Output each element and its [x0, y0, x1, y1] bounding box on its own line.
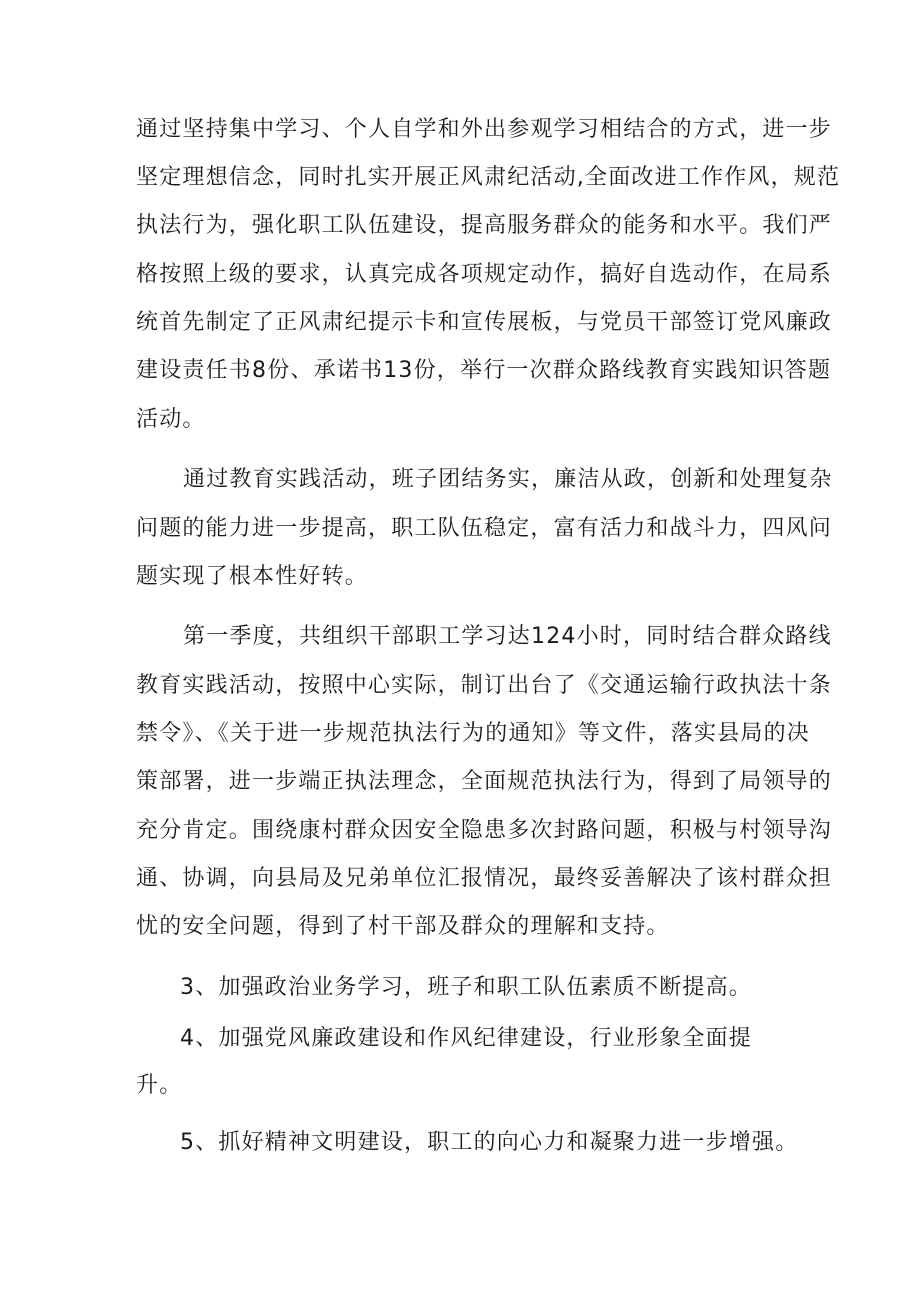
- paragraph-1-line-1: 通过坚持集中学习、个人自学和外出参观学习相结合的方式，进一步: [136, 117, 833, 142]
- paragraph-1-line-7: 活动。: [136, 407, 206, 432]
- paragraph-3-line-4: 策部署，进一步端正执法理念，全面规范执法行为，得到了局领导的: [136, 769, 833, 794]
- paragraph-2-line-1: 通过教育实践活动，班子团结务实，廉洁从政，创新和处理复杂: [183, 467, 833, 492]
- paragraph-3-line-1: 第一季度，共组织干部职工学习达124小时，同时结合群众路线: [183, 624, 832, 649]
- list-item-5-line-1: 5、抓好精神文明建设，职工的向心力和凝聚力进一步增强。: [180, 1130, 799, 1155]
- paragraph-2-line-3: 题实现了根本性好转。: [136, 564, 369, 589]
- paragraph-3-line-5: 充分肯定。围绕康村群众因安全隐患多次封路问题，积极与村领导沟: [136, 818, 833, 843]
- paragraph-1-line-5: 统首先制定了正风肃纪提示卡和宣传展板，与党员干部签订党风廉政: [136, 310, 833, 335]
- paragraph-1-line-4: 格按照上级的要求，认真完成各项规定动作，搞好自选动作，在局系: [136, 262, 833, 287]
- paragraph-3-line-2: 教育实践活动，按照中心实际，制订出台了《交通运输行政执法十条: [136, 673, 833, 698]
- paragraph-1-line-6: 建设责任书8份、承诺书13份，举行一次群众路线教育实践知识答题: [136, 358, 832, 383]
- paragraph-2-line-2: 问题的能力进一步提高，职工队伍稳定，富有活力和战斗力，四风问: [136, 516, 833, 541]
- list-item-4-line-1: 4、加强党风廉政建设和作风纪律建设，行业形象全面提: [180, 1026, 752, 1051]
- list-item-4-line-2: 升。: [136, 1073, 183, 1098]
- paragraph-3-line-3: 禁令》、《关于进一步规范执法行为的通知》等文件，落实县局的决: [136, 721, 811, 746]
- paragraph-1-line-2: 坚定理想信念，同时扎实开展正风肃纪活动,全面改进工作作风，规范: [136, 165, 841, 190]
- list-item-3-line-1: 3、加强政治业务学习，班子和职工队伍素质不断提高。: [180, 975, 752, 1000]
- paragraph-3-line-6: 通、协调，向县局及兄弟单位汇报情况，最终妥善解决了该村群众担: [136, 866, 833, 891]
- paragraph-3-line-7: 忧的安全问题，得到了村干部及群众的理解和支持。: [136, 914, 670, 939]
- paragraph-1-line-3: 执法行为，强化职工队伍建设，提高服务群众的能务和水平。我们严: [136, 213, 833, 238]
